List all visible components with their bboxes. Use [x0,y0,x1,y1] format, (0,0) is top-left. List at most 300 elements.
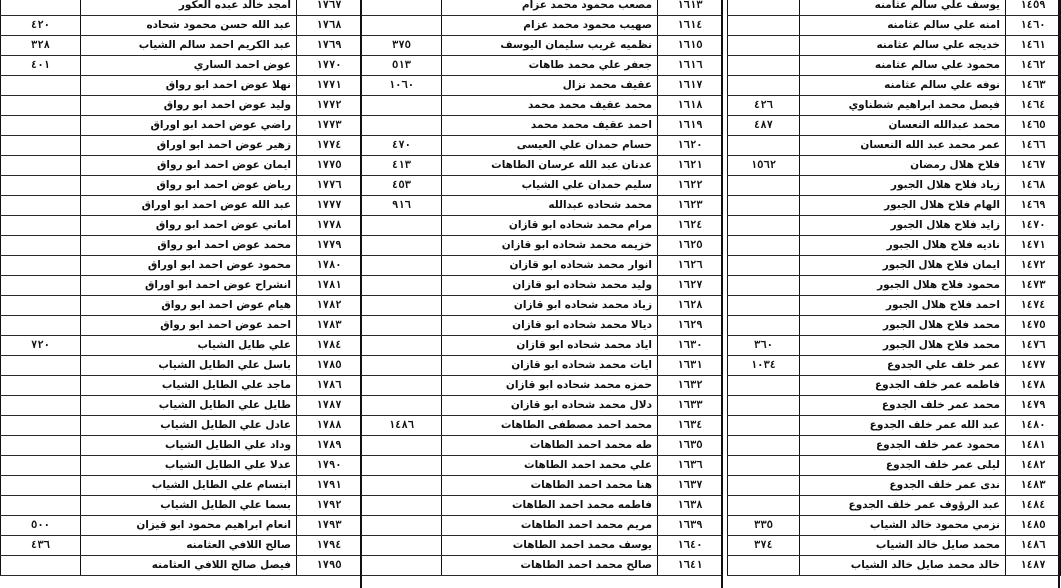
name-cell: جعفر علي محمد طاهات [442,56,658,76]
number-cell: ١٦٢٦ [658,256,723,276]
value-cell: ٤٥٣ [362,176,442,196]
name-cell: فلاح هلال رمضان [800,156,1006,176]
value-cell: ١٠٦٠ [362,76,442,96]
value-cell [1,136,81,156]
name-cell: عدنان عبد الله عرسان الطاهات [442,156,658,176]
number-cell: ١٦٣٣ [658,396,723,416]
number-cell: ١٦٣٦ [658,456,723,476]
number-cell: ١٤٦٤ [1006,96,1061,116]
name-cell: طايل علي الطايل الشياب [81,396,297,416]
table-row [728,496,1061,516]
number-cell: ١٧٧٧ [297,196,362,216]
number-cell: ١٤٦٦ [1006,136,1061,156]
value-cell: ٣٦٠ [728,336,800,356]
name-cell: وداد علي الطايل الشياب [81,436,297,456]
name-cell: حمزه محمد شحاده ابو قازان [442,376,658,396]
number-cell: ١٤٨٤ [1006,496,1061,516]
number-cell: ١٤٦٣ [1006,76,1061,96]
value-cell [728,436,800,456]
value-cell [1,276,81,296]
table-row [1,196,362,216]
name-cell: خديجه علي سالم عثامنه [800,36,1006,56]
name-cell: ناديه فلاح هلال الجبور [800,236,1006,256]
table-row [362,176,723,196]
name-cell: هنا محمد احمد الطاهات [442,476,658,496]
value-cell [1,236,81,256]
value-cell: ٤٢٦ [728,96,800,116]
value-cell [362,356,442,376]
number-cell: ١٦١٩ [658,116,723,136]
name-cell: عقيف محمد نزال [442,76,658,96]
table-row [1,516,362,536]
table-row [728,416,1061,436]
number-cell: ١٧٨٨ [297,416,362,436]
value-cell [728,296,800,316]
value-cell [1,496,81,516]
number-cell: ١٦١٦ [658,56,723,76]
value-cell: ١٥٦٢ [728,156,800,176]
table-row [362,296,723,316]
value-cell [362,536,442,556]
name-cell: صهيب محمود محمد عزام [442,16,658,36]
value-cell [1,436,81,456]
value-cell [362,476,442,496]
value-cell: ٤٠١ [1,56,81,76]
value-cell: ٣٢٨ [1,36,81,56]
number-cell: ١٤٦٧ [1006,156,1061,176]
table-row [1,536,362,556]
name-cell: محمود عمر خلف الجدوع [800,436,1006,456]
value-cell [728,316,800,336]
name-cell: محمد فلاح هلال الجبور [800,336,1006,356]
name-cell: احمد عوض احمد ابو رواق [81,316,297,336]
table-row [362,116,723,136]
number-cell: ١٧٩٢ [297,496,362,516]
table-row [728,76,1061,96]
name-cell: عدلا علي الطايل الشياب [81,456,297,476]
number-cell: ١٧٧٩ [297,236,362,256]
name-cell: محمد احمد مصطفى الطاهات [442,416,658,436]
value-cell [728,556,800,576]
name-cell: وليد محمد شحاده ابو قازان [442,276,658,296]
table-row [1,276,362,296]
number-cell: ١٦٢٢ [658,176,723,196]
name-cell: نظميه غريب سليمان اليوسف [442,36,658,56]
table-row [728,196,1061,216]
number-cell: ١٧٧٢ [297,96,362,116]
number-cell: ١٧٨٦ [297,376,362,396]
table-row [362,276,723,296]
value-cell [1,556,81,576]
number-cell: ١٤٧٨ [1006,376,1061,396]
value-cell: ٤٣٦ [1,536,81,556]
name-cell: محمد صايل خالد الشياب [800,536,1006,556]
name-cell: اياد محمد شحاده ابو قازان [442,336,658,356]
value-cell [362,496,442,516]
number-cell: ١٧٨٥ [297,356,362,376]
number-cell: ١٦٢٨ [658,296,723,316]
number-cell: ١٧٨٩ [297,436,362,456]
table-row [1,56,362,76]
value-cell: ٤١٣ [362,156,442,176]
number-cell: ١٦٣٨ [658,496,723,516]
name-cell: نزمي محمود خالد الشياب [800,516,1006,536]
name-cell: احمد عقيف محمد محمد [442,116,658,136]
value-cell [728,176,800,196]
name-cell: ايمان فلاح هلال الجبور [800,256,1006,276]
name-cell: علي طايل الشياب [81,336,297,356]
table-row [1,116,362,136]
number-cell: ١٦٢٠ [658,136,723,156]
panel-divider [721,0,723,588]
table-row [1,456,362,476]
table-row [1,96,362,116]
value-cell [1,116,81,136]
name-cell: انعام ابراهيم محمود ابو قيزان [81,516,297,536]
table-row [362,536,723,556]
number-cell: ١٦١٣ [658,0,723,16]
table-row [1,136,362,156]
value-cell [1,416,81,436]
value-cell [1,0,81,16]
table-row [1,416,362,436]
name-cell: مصعب محمود محمد عزام [442,0,658,16]
table-row [362,0,723,16]
name-cell: صالح اللافي العثامنه [81,536,297,556]
table-row [728,456,1061,476]
value-cell [728,0,800,16]
table-row [1,176,362,196]
value-cell [362,556,442,576]
name-cell: عادل علي الطايل الشياب [81,416,297,436]
table-row [728,336,1061,356]
number-cell: ١٧٧١ [297,76,362,96]
name-cell: ندى عمر خلف الجدوع [800,476,1006,496]
name-cell: سليم حمدان علي الشياب [442,176,658,196]
number-cell: ١٦٢١ [658,156,723,176]
value-cell [1,316,81,336]
table-row [728,276,1061,296]
table-row [1,476,362,496]
table-row [728,436,1061,456]
table-row [728,356,1061,376]
number-cell: ١٤٦٢ [1006,56,1061,76]
name-cell: عبد الله عوض احمد ابو اوراق [81,196,297,216]
number-cell: ١٤٦١ [1006,36,1061,56]
value-cell: ٤٢٠ [1,16,81,36]
name-cell: طه محمد احمد الطاهات [442,436,658,456]
name-cell: ايمان عوض احمد ابو رواق [81,156,297,176]
table-row [1,376,362,396]
number-cell: ١٧٧٦ [297,176,362,196]
name-cell: ابتسام علي الطايل الشياب [81,476,297,496]
number-cell: ١٧٨٢ [297,296,362,316]
table-row [1,316,362,336]
name-cell: محمد عبدالله النعسان [800,116,1006,136]
name-cell: زياد محمد شحاده ابو قازان [442,296,658,316]
table-row [362,356,723,376]
name-cell: خالد محمد صايل خالد الشياب [800,556,1006,576]
table-row [1,556,362,576]
number-cell: ١٤٨٠ [1006,416,1061,436]
table-row [362,456,723,476]
table-row [362,76,723,96]
table-row [362,156,723,176]
table-row [362,396,723,416]
value-cell [362,116,442,136]
name-cell: امنه علي سالم عثامنه [800,16,1006,36]
name-cell: عبد الله عمر خلف الجدوع [800,416,1006,436]
number-cell: ١٤٨٦ [1006,536,1061,556]
number-cell: ١٦٣٥ [658,436,723,456]
value-cell [1,476,81,496]
number-cell: ١٦١٤ [658,16,723,36]
table-row [1,36,362,56]
table-row [362,476,723,496]
table-row [362,16,723,36]
value-cell [362,276,442,296]
name-cell: محمد شحاده عبدالله [442,196,658,216]
number-cell: ١٦٣٤ [658,416,723,436]
name-cell: انوار محمد شحاده ابو قازان [442,256,658,276]
number-cell: ١٤٥٩ [1006,0,1061,16]
table-row [1,296,362,316]
name-cell: عمر خلف علي الجدوع [800,356,1006,376]
number-cell: ١٦٢٣ [658,196,723,216]
table-row [362,436,723,456]
number-cell: ١٤٧٤ [1006,296,1061,316]
table-row [362,36,723,56]
name-cell: مريم محمد احمد الطاهات [442,516,658,536]
name-cell: اماني عوض احمد ابو رواق [81,216,297,236]
table-row [728,0,1061,16]
name-cell: عبد الله حسن محمود شحاده [81,16,297,36]
number-cell: ١٦١٥ [658,36,723,56]
table-row [728,516,1061,536]
value-cell [1,256,81,276]
name-cell: باسل علي الطايل الشياب [81,356,297,376]
number-cell: ١٤٧٩ [1006,396,1061,416]
table-row [728,176,1061,196]
table-row [728,216,1061,236]
value-cell [728,136,800,156]
table-row [728,536,1061,556]
table-row [362,316,723,336]
name-cell: عوض احمد الساري [81,56,297,76]
name-cell: امجد خالد عبده العكور [81,0,297,16]
value-cell [728,196,800,216]
name-cell: يوسف محمد احمد الطاهات [442,536,658,556]
name-cell: زياد فلاح هلال الجبور [800,176,1006,196]
table-row [1,336,362,356]
number-cell: ١٦٢٧ [658,276,723,296]
table-row [362,336,723,356]
name-cell: عبد الكريم احمد سالم الشياب [81,36,297,56]
number-cell: ١٧٨٣ [297,316,362,336]
number-cell: ١٦٣٩ [658,516,723,536]
number-cell: ١٧٧٠ [297,56,362,76]
table-row [362,516,723,536]
name-cell: صالح محمد احمد الطاهات [442,556,658,576]
value-cell [728,36,800,56]
value-cell [728,276,800,296]
value-cell [1,216,81,236]
name-cell: فيصل محمد ابراهيم شطناوي [800,96,1006,116]
number-cell: ١٧٦٧ [297,0,362,16]
table-row [728,116,1061,136]
name-cell: حسام حمدان علي العيسى [442,136,658,156]
value-cell [728,256,800,276]
table-row [728,16,1061,36]
value-cell: ٤٨٧ [728,116,800,136]
table-row [362,556,723,576]
value-cell: ٣٧٥ [362,36,442,56]
number-cell: ١٦١٨ [658,96,723,116]
number-cell: ١٦٣٧ [658,476,723,496]
value-cell: ٩١٦ [362,196,442,216]
table-row [1,236,362,256]
name-cell: دلال محمد شحاده ابو قازان [442,396,658,416]
table-row [1,216,362,236]
value-cell [362,256,442,276]
panel-divider [360,0,362,588]
number-cell: ١٦٢٥ [658,236,723,256]
value-cell [362,336,442,356]
value-cell [728,56,800,76]
table-row [362,496,723,516]
name-cell: زايد فلاح هلال الجبور [800,216,1006,236]
register-panel-right [727,0,1061,576]
number-cell: ١٦٤٠ [658,536,723,556]
name-cell: مرام محمد شحاده ابو قازان [442,216,658,236]
name-cell: محمود علي سالم عثامنه [800,56,1006,76]
name-cell: ايات محمد شحاده ابو قازان [442,356,658,376]
table-row [1,156,362,176]
table-row [1,396,362,416]
number-cell: ١٤٧٦ [1006,336,1061,356]
number-cell: ١٧٧٤ [297,136,362,156]
name-cell: فاطمه عمر خلف الجدوع [800,376,1006,396]
number-cell: ١٤٦٨ [1006,176,1061,196]
number-cell: ١٧٩١ [297,476,362,496]
number-cell: ١٦٤١ [658,556,723,576]
value-cell [728,456,800,476]
name-cell: انشراح عوض احمد ابو اوراق [81,276,297,296]
value-cell: ٥٠٠ [1,516,81,536]
value-cell: ١٤٨٦ [362,416,442,436]
value-cell [362,396,442,416]
name-cell: زهير عوض احمد ابو اوراق [81,136,297,156]
value-cell [728,376,800,396]
value-cell [728,76,800,96]
number-cell: ١٧٨٧ [297,396,362,416]
number-cell: ١٧٧٨ [297,216,362,236]
number-cell: ١٤٨٢ [1006,456,1061,476]
number-cell: ١٧٧٣ [297,116,362,136]
table-row [362,216,723,236]
table-row [728,36,1061,56]
table-row [728,156,1061,176]
page-right-edge [1058,0,1060,588]
table-row [362,196,723,216]
number-cell: ١٤٦٥ [1006,116,1061,136]
value-cell [728,216,800,236]
number-cell: ١٤٧١ [1006,236,1061,256]
number-cell: ١٧٧٥ [297,156,362,176]
name-cell: الهام فلاح هلال الجبور [800,196,1006,216]
value-cell [1,76,81,96]
name-cell: وليد عوض احمد ابو رواق [81,96,297,116]
name-cell: يوسف علي سالم عثامنه [800,0,1006,16]
value-cell [1,156,81,176]
table-row [728,476,1061,496]
table-row [362,416,723,436]
table-row [1,256,362,276]
number-cell: ١٤٧٠ [1006,216,1061,236]
value-cell [728,496,800,516]
value-cell [362,0,442,16]
number-cell: ١٧٦٨ [297,16,362,36]
table-row [1,0,362,16]
name-cell: عبد الرؤوف عمر خلف الجدوع [800,496,1006,516]
value-cell [1,376,81,396]
number-cell: ١٧٨١ [297,276,362,296]
number-cell: ١٧٨٠ [297,256,362,276]
number-cell: ١٧٨٤ [297,336,362,356]
number-cell: ١٤٨٧ [1006,556,1061,576]
value-cell [362,436,442,456]
value-cell [728,476,800,496]
value-cell: ٥١٣ [362,56,442,76]
table-row [728,556,1061,576]
table-row [728,56,1061,76]
number-cell: ١٤٧٥ [1006,316,1061,336]
table-row [362,376,723,396]
name-cell: محمد عوض احمد ابو رواق [81,236,297,256]
name-cell: نهلا عوض احمد ابو رواق [81,76,297,96]
number-cell: ١٤٧٣ [1006,276,1061,296]
number-cell: ١٦٣١ [658,356,723,376]
name-cell: راضي عوض احمد ابو اوراق [81,116,297,136]
number-cell: ١٤٨٥ [1006,516,1061,536]
value-cell [1,396,81,416]
value-cell [362,16,442,36]
table-row [362,96,723,116]
value-cell [728,416,800,436]
name-cell: محمود فلاح هلال الجبور [800,276,1006,296]
value-cell [362,96,442,116]
value-cell [1,296,81,316]
value-cell [362,516,442,536]
value-cell [362,376,442,396]
number-cell: ١٧٩٠ [297,456,362,476]
name-cell: ماجد علي الطايل الشياب [81,376,297,396]
name-cell: محمود عوض احمد ابو اوراق [81,256,297,276]
name-cell: فاطمه محمد احمد الطاهات [442,496,658,516]
number-cell: ١٧٩٤ [297,536,362,556]
name-cell: نوفه علي سالم عثامنه [800,76,1006,96]
number-cell: ١٧٩٥ [297,556,362,576]
table-row [1,356,362,376]
number-cell: ١٦٣٢ [658,376,723,396]
value-cell [1,196,81,216]
name-cell: فيصل صالح اللافي العثامنه [81,556,297,576]
number-cell: ١٤٦٩ [1006,196,1061,216]
value-cell: ٤٧٠ [362,136,442,156]
number-cell: ١٤٦٠ [1006,16,1061,36]
name-cell: ديالا محمد شحاده ابو قازان [442,316,658,336]
table-row [728,96,1061,116]
